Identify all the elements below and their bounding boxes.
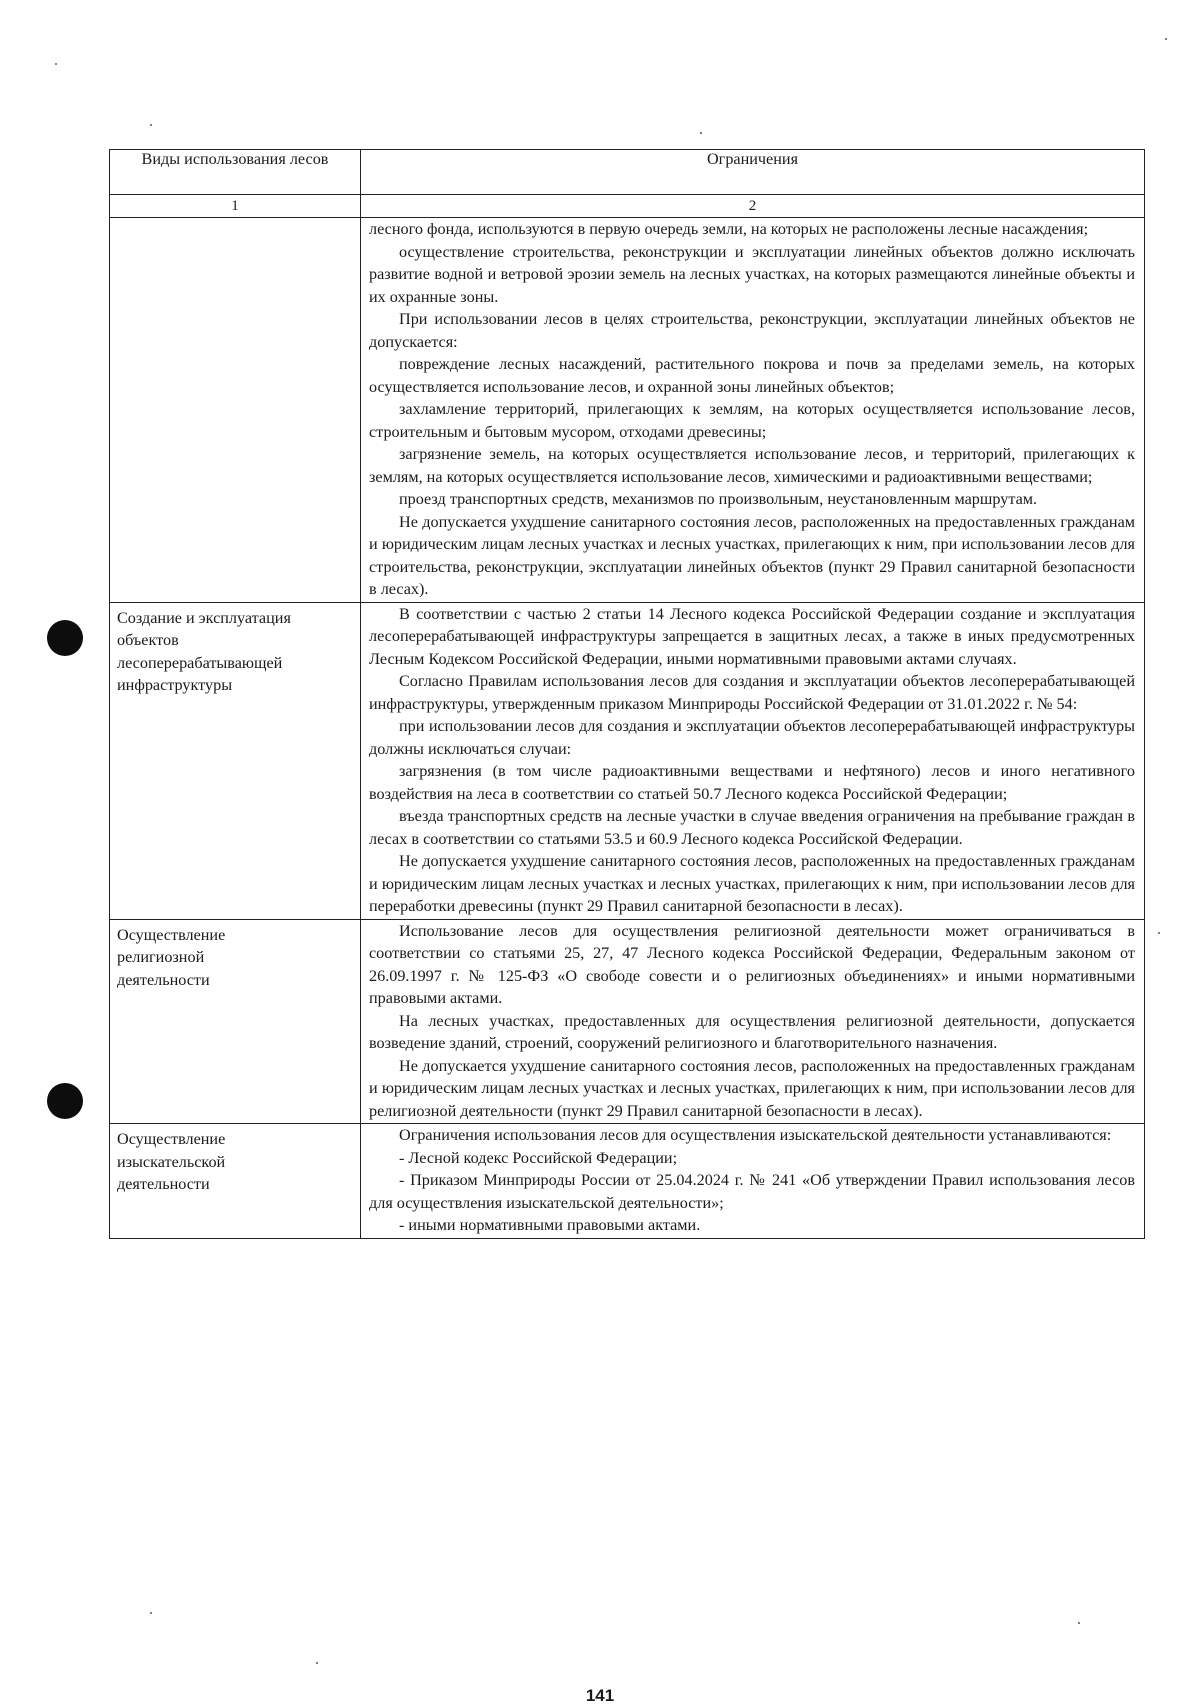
- restriction-paragraph: захламление территорий, прилегающих к землям, на которых осуществляется использование лесов, строительным и бытовым мусором, отходами древесины;: [369, 400, 1135, 441]
- restriction-paragraph: - Лесной кодекс Российской Федерации;: [399, 1148, 678, 1167]
- forest-use-type-cell: [110, 1124, 361, 1239]
- table-row: [110, 1124, 1145, 1239]
- restriction-paragraph: загрязнения (в том числе радиоактивными веществами и нефтяного) лесов и иного негативного воздействия на леса в соответствии со статьей 50.7 Лесного кодекса Российской Федерации;: [369, 762, 1135, 803]
- forest-use-type-line: изыскательской: [117, 1152, 226, 1171]
- restriction-paragraph: загрязнение земель, на которых осуществляется использование лесов, и территорий, прилегающих к землям, на которых осуществляется использование лесов, химическими и радиоактивными веществами;: [369, 445, 1135, 486]
- forest-use-type-line: объектов: [117, 631, 179, 649]
- punch-hole-mark: [47, 620, 83, 656]
- scan-speck: [316, 1662, 318, 1664]
- scan-speck: [150, 124, 152, 126]
- table-row: [110, 602, 1145, 919]
- restriction-paragraph: Использование лесов для осуществления религиозной деятельности может ограничиваться в соответствии со статьями 25, 27, 47 Лесного кодекса Российской Федерации, Федеральным законом от 26.09.1997 г. № 125-ФЗ «О свободе совести и о религиозных объединениях» и иными нормативными правовыми актами.: [369, 921, 1135, 1007]
- scan-speck: [1165, 38, 1167, 40]
- forest-use-type-line: Осуществление: [117, 925, 226, 944]
- restriction-paragraph: въезда транспортных средств на лесные участки в случае введения ограничения на пребывание граждан в лесах в соответствии со статьями 53.5 и 60.9 Лесного кодекса Российской Федерации.: [369, 807, 1135, 848]
- header-restrictions: Ограничения: [361, 150, 1145, 195]
- restriction-paragraph: Не допускается ухудшение санитарного состояния лесов, расположенных на предоставленных гражданам и юридическим лицам лесных участках и лесных участках, прилегающих к ним, при использовании лесов для строительства, реконструкции, эксплуатации линейных объектов (пункт 29 Правил санитарной безопасности в лесах).: [369, 512, 1135, 598]
- restriction-paragraph: - иными нормативными правовыми актами.: [399, 1216, 701, 1234]
- restriction-paragraph: Не допускается ухудшение санитарного состояния лесов, расположенных на предоставленных гражданам и юридическим лицам лесных участках и лесных участках, прилегающих к ним, при использовании лесов для переработки древесины (пункт 29 Правил санитарной безопасности в лесах).: [369, 852, 1135, 915]
- column-number-1: 1: [110, 195, 361, 218]
- forest-use-type-line: деятельности: [117, 1175, 210, 1193]
- table-column-numbers-row: [110, 195, 1145, 218]
- punch-hole-mark: [47, 1083, 83, 1119]
- restrictions-cell: [361, 1124, 1145, 1239]
- table-row: [110, 218, 1145, 603]
- restriction-paragraph: Не допускается ухудшение санитарного состояния лесов, расположенных на предоставленных гражданам и юридическим лицам лесных участках и лесных участках, прилегающих к ним, при использовании лесов для религиозной деятельности (пункт 29 Правил санитарной безопасности в лесах).: [369, 1056, 1135, 1120]
- forest-use-type-line: лесоперерабатывающей: [117, 653, 283, 672]
- forest-use-type-line: инфраструктуры: [117, 676, 233, 694]
- forest-use-type-line: деятельности: [117, 970, 210, 989]
- column-number-2: 2: [361, 195, 1145, 218]
- scan-speck: [150, 1612, 152, 1614]
- scan-speck: [1078, 1622, 1080, 1624]
- restriction-paragraph: На лесных участках, предоставленных для осуществления религиозной деятельности, допускается возведение зданий, строений, сооружений религиозного и благотворительного назначения.: [369, 1011, 1135, 1052]
- restriction-paragraph: осуществление строительства, реконструкции и эксплуатации линейных объектов должно исключать развитие водной и ветровой эрозии земель на лесных участках, на которых размещаются линейные объекты и их охранные зоны.: [369, 242, 1135, 306]
- restriction-paragraph: проезд транспортных средств, механизмов по произвольным, неустановленным маршрутам.: [399, 490, 1038, 508]
- table-body: [110, 218, 1145, 1239]
- restriction-paragraph: - Приказом Минприроды России от 25.04.2024 г. № 241 «Об утверждении Правил использования лесов для осуществления изыскательской деятельности»;: [369, 1171, 1135, 1212]
- forest-use-restrictions-table: [109, 149, 1145, 1239]
- restriction-paragraph: лесного фонда, используются в первую очередь земли, на которых не расположены лесные насаждения;: [369, 220, 1089, 238]
- restriction-paragraph: При использовании лесов в целях строительства, реконструкции, эксплуатации линейных объектов не допускается:: [369, 310, 1135, 351]
- forest-use-type-line: Создание и эксплуатация: [117, 608, 291, 627]
- forest-use-type-cell: [110, 919, 361, 1124]
- table-header-row: [110, 150, 1145, 195]
- forest-use-type-cell: [110, 218, 361, 603]
- forest-use-type-line: религиозной: [117, 948, 205, 966]
- scan-speck: [55, 63, 57, 65]
- restriction-paragraph: при использовании лесов для создания и эксплуатации объектов лесоперерабатывающей инфраструктуры должны исключаться случаи:: [369, 717, 1135, 758]
- scan-speck: [700, 132, 702, 134]
- restrictions-cell: [361, 919, 1145, 1124]
- restriction-paragraph: В соответствии с частью 2 статьи 14 Лесного кодекса Российской Федерации создание и эксплуатация лесоперерабатывающей инфраструктуры запрещается в защитных лесах, а также в иных предусмотренных Лесным Кодексом Российской Федерации, иными нормативными правовыми актами случаях.: [369, 604, 1135, 668]
- restriction-paragraph: повреждение лесных насаждений, растительного покрова и почв за пределами земель, на которых осуществляется использование лесов, и охранной зоны линейных объектов;: [369, 355, 1135, 396]
- forest-use-type-line: Осуществление: [117, 1130, 226, 1148]
- restrictions-cell: [361, 218, 1145, 603]
- page-number: 141: [585, 1686, 615, 1705]
- header-forest-use-types: Виды использования лесов: [110, 150, 361, 195]
- restrictions-cell: [361, 602, 1145, 919]
- scan-speck: [1158, 932, 1160, 934]
- table-row: [110, 919, 1145, 1124]
- forest-use-type-cell: [110, 602, 361, 919]
- restriction-paragraph: Ограничения использования лесов для осуществления изыскательской деятельности устанавливаются:: [399, 1126, 1112, 1144]
- restriction-paragraph: Согласно Правилам использования лесов для создания и эксплуатации объектов лесоперерабатывающей инфраструктуры, утвержденным приказом Минприроды Российской Федерации от 31.01.2022 г. № 54:: [369, 672, 1135, 713]
